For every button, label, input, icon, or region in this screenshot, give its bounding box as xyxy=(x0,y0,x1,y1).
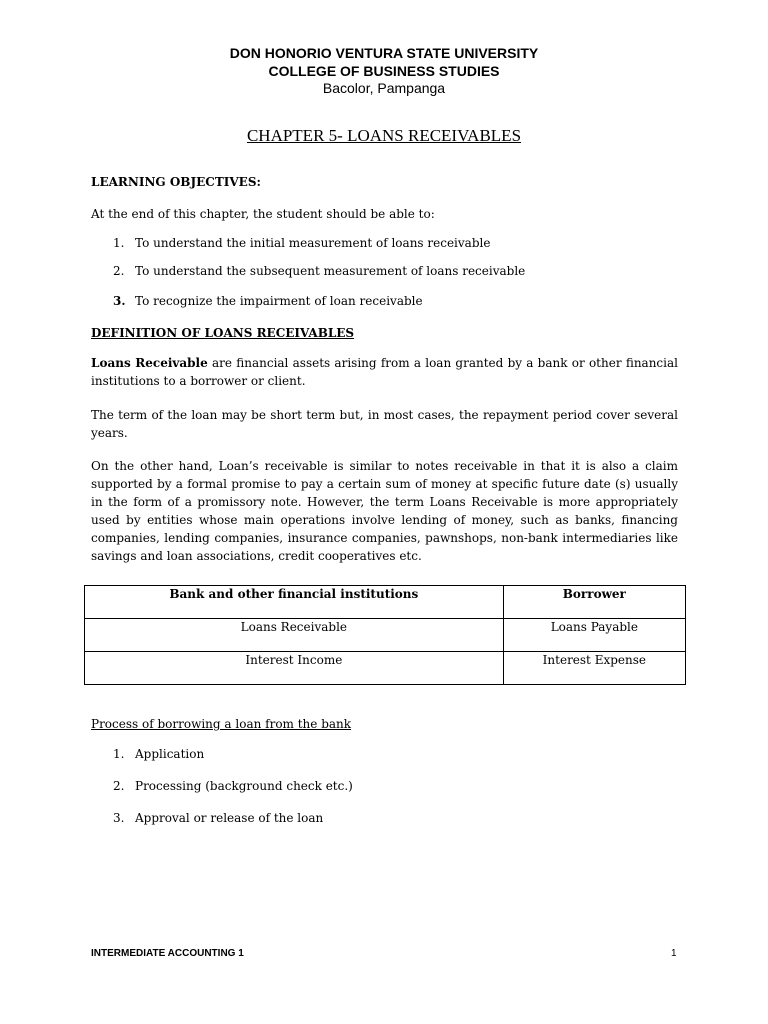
university-name: DON HONORIO VENTURA STATE UNIVERSITY xyxy=(229,45,539,61)
list-item xyxy=(91,779,353,796)
table-row xyxy=(85,619,686,652)
list-item xyxy=(91,747,204,764)
objectives-heading: LEARNING OBJECTIVES: xyxy=(91,175,261,189)
list-number: 2. xyxy=(113,779,125,793)
table-header-cell: Bank and other financial institutions xyxy=(85,586,504,619)
definition-text: are financial assets arising from a loan granted by a bank or other financial institutions to a borrower or client. xyxy=(91,356,678,388)
definition-paragraph-3: On the other hand, Loan’s receivable is similar to notes receivable in that it is also a claim supported by a formal promise to pay a certain sum of money at specific future date (s) usually in the form of a promissory note. However, the term Loans Receivable is more appropriately used by entities whose main operations involve lending of money, such as banks, financing companies, lending companies, insurance companies, pawnshops, non-bank intermediaries like savings and loan associations, credit cooperatives etc. xyxy=(91,459,678,563)
list-text: To understand the initial measurement of loans receivable xyxy=(135,236,491,250)
table-cell: Loans Payable xyxy=(503,619,685,652)
definition-paragraph-2: The term of the loan may be short term but, in most cases, the repayment period cover several years. xyxy=(91,408,678,440)
list-item xyxy=(91,811,323,828)
accounts-table xyxy=(84,585,686,685)
table-cell: Loans Receivable xyxy=(85,619,504,652)
table-cell: Interest Income xyxy=(85,652,504,685)
list-item xyxy=(91,294,423,311)
term-loans-receivable: Loans Receivable xyxy=(91,356,208,370)
list-text: Approval or release of the loan xyxy=(135,811,324,825)
list-text: Application xyxy=(135,747,205,761)
list-text: To recognize the impairment of loan receivable xyxy=(135,294,423,308)
list-number: 1. xyxy=(113,236,125,250)
list-number: 2. xyxy=(113,264,125,278)
table-row xyxy=(85,652,686,685)
list-item xyxy=(91,236,490,253)
page-number: 1 xyxy=(671,948,677,959)
table-header-cell: Borrower xyxy=(503,586,685,619)
objectives-intro: At the end of this chapter, the student should be able to: xyxy=(91,207,435,221)
list-number: 3. xyxy=(113,811,125,825)
location: Bacolor, Pampanga xyxy=(322,80,446,96)
footer-course: INTERMEDIATE ACCOUNTING 1 xyxy=(91,948,244,959)
list-number: 3. xyxy=(113,294,126,308)
college-name: COLLEGE OF BUSINESS STUDIES xyxy=(268,63,500,79)
list-text: To understand the subsequent measurement of loans receivable xyxy=(135,264,526,278)
list-item xyxy=(91,264,525,281)
list-text: Processing (background check etc.) xyxy=(135,779,353,793)
list-number: 1. xyxy=(113,747,125,761)
table-cell: Interest Expense xyxy=(503,652,685,685)
definition-heading: DEFINITION OF LOANS RECEIVABLES xyxy=(91,326,355,340)
chapter-title: CHAPTER 5- LOANS RECEIVABLES xyxy=(246,126,522,145)
definition-paragraph-1 xyxy=(91,354,678,390)
process-heading: Process of borrowing a loan from the bank xyxy=(91,717,352,731)
table-header-row xyxy=(85,586,686,619)
